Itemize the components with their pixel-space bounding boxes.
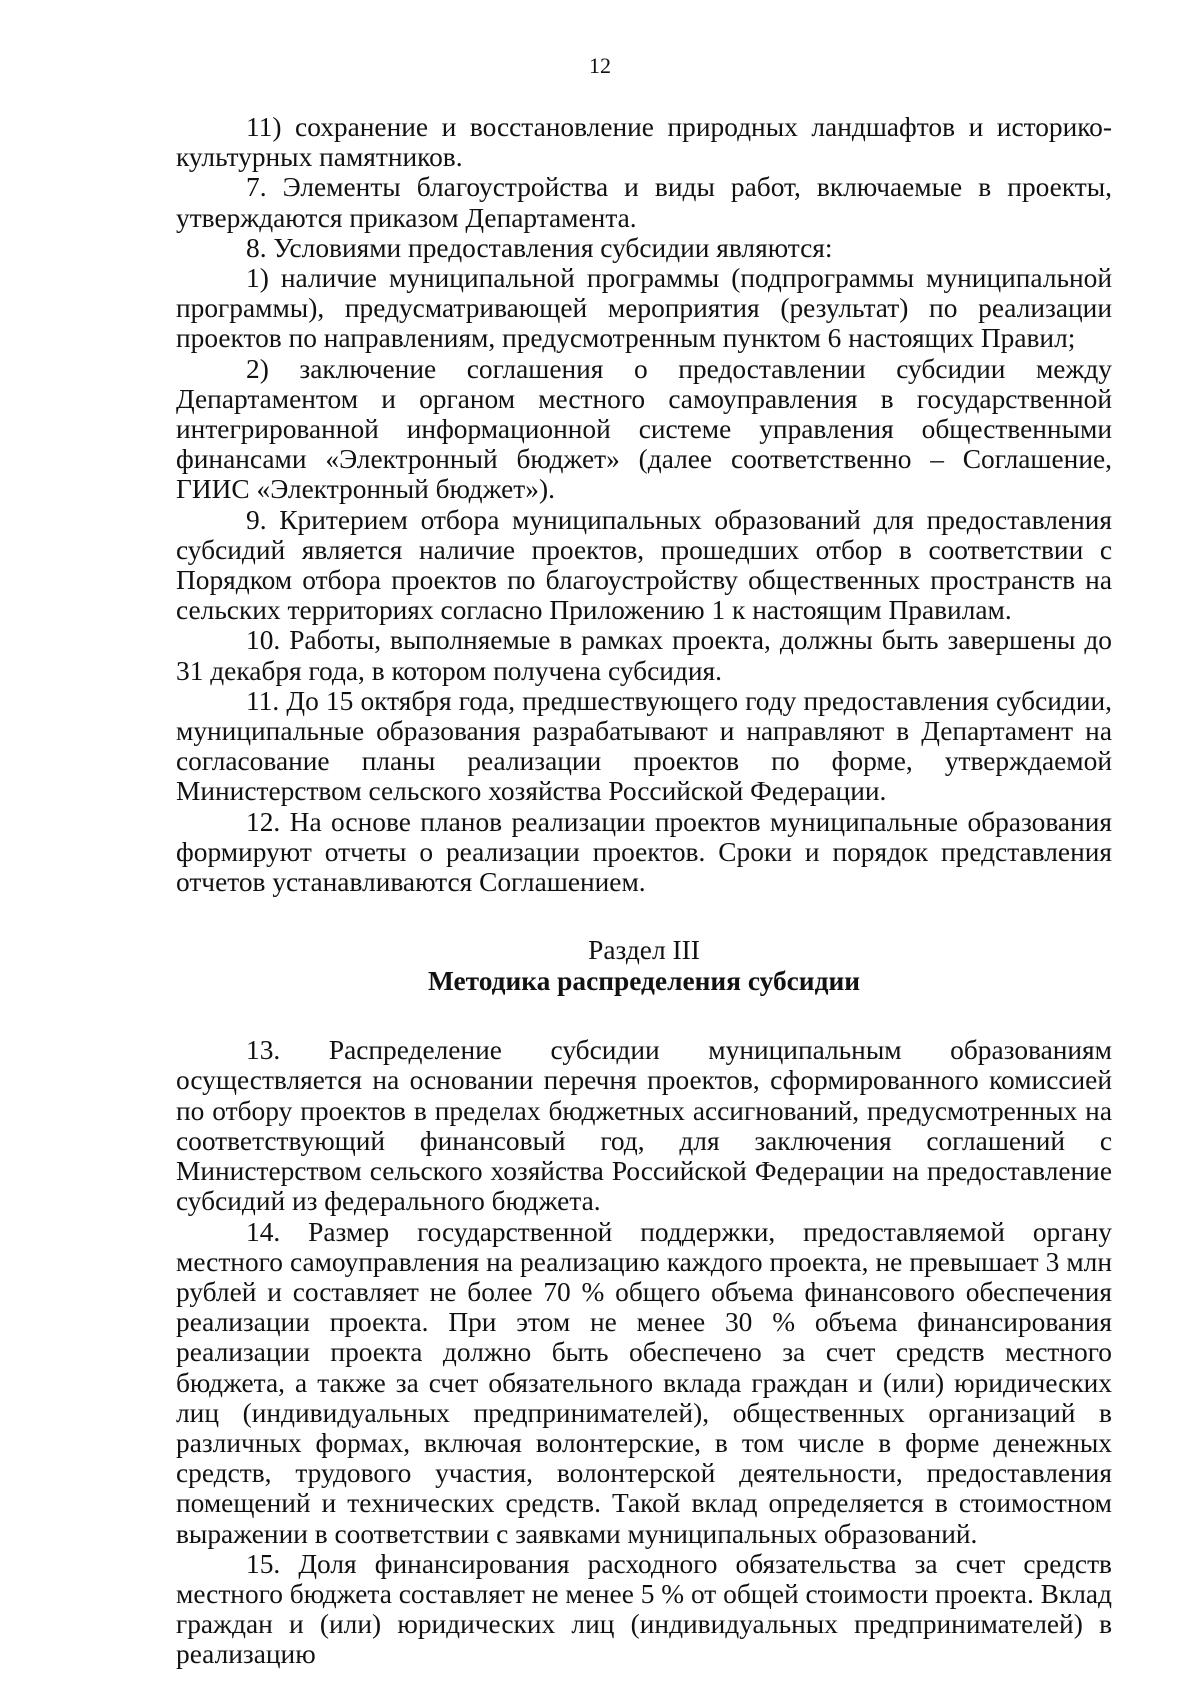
document-body <box>176 112 1112 1670</box>
paragraph-clause-7: 7. Элементы благоустройства и виды работ, включаемые в проекты, утверждаются приказом Департамента. <box>176 172 1112 233</box>
paragraph-clause-8: 8. Условиями предоставления субсидии являются: <box>246 232 833 263</box>
section-title: Методика распределения субсидии <box>427 966 861 997</box>
page-number: 12 <box>589 53 611 78</box>
paragraph-clause-8-item-1: 1) наличие муниципальной программы (подпрограммы муниципальной программы), предусматривающей мероприятия (результат) по реализации проектов по направлениям, предусмотренным пунктом 6 настоящих Правил; <box>176 263 1112 354</box>
paragraph-item-11: 11) сохранение и восстановление природных ландшафтов и историко-культурных памятников. <box>176 112 1112 173</box>
paragraph-clause-9: 9. Критерием отбора муниципальных образований для предоставления субсидий является наличие проектов, прошедших отбор в соответствии с Порядком отбора проектов по благоустройству общественных пространств на сельских территориях согласно Приложению 1 к настоящим Правилам. <box>176 504 1112 626</box>
paragraph-clause-11: 11. До 15 октября года, предшествующего году предоставления субсидии, муниципальные образования разрабатывают и направляют в Департамент на согласование планы реализации проектов по форме, утверждаемой Министерством сельского хозяйства Российской Федерации. <box>176 685 1112 807</box>
paragraph-clause-10: 10. Работы, выполняемые в рамках проекта, должны быть завершены до 31 декабря года, в котором получена субсидия. <box>176 625 1112 686</box>
paragraph-clause-15: 15. Доля финансирования расходного обязательства за счет средств местного бюджета составляет не менее 5 % от общей стоимости проекта. Вклад граждан и (или) юридических лиц (индивидуальных предпринимателей) в реализацию <box>176 1548 1112 1670</box>
paragraph-clause-14: 14. Размер государственной поддержки, предоставляемой органу местного самоуправления на реализацию каждого проекта, не превышает 3 млн рублей и составляет не более 70 % общего объема финансового обеспечения реализации проекта. При этом не менее 30 % объема финансирования реализации проекта должно быть обеспечено за счет средств местного бюджета, а также за счет обязательного вклада граждан и (или) юридических лиц (индивидуальных предпринимателей), общественных организаций в различных формах, включая волонтерские, в том числе в форме денежных средств, трудового участия, волонтерской деятельности, предоставления помещений и технических средств. Такой вклад определяется в стоимостном выражении в соответствии с заявками муниципальных образований. <box>176 1216 1112 1549</box>
paragraph-clause-12: 12. На основе планов реализации проектов муниципальные образования формируют отчеты о реализации проектов. Сроки и порядок представления отчетов устанавливаются Соглашением. <box>176 806 1112 898</box>
paragraph-clause-8-item-2: 2) заключение соглашения о предоставлении субсидии между Департаментом и органом местного самоуправления в государственной интегрированной информационной системе управления общественными финансами «Электронный бюджет» (далее соответственно – Соглашение, ГИИС «Электронный бюджет»). <box>176 353 1112 505</box>
section-heading <box>176 935 1112 997</box>
section-number: Раздел III <box>588 935 700 966</box>
paragraph-clause-13: 13. Распределение субсидии муниципальным образованиям осуществляется на основании перечня проектов, сформированного комиссией по отбору проектов в пределах бюджетных ассигнований, предусмотренных на соответствующий финансовый год, для заключения соглашений с Министерством сельского хозяйства Российской Федерации на предоставление субсидий из федерального бюджета. <box>176 1035 1112 1217</box>
